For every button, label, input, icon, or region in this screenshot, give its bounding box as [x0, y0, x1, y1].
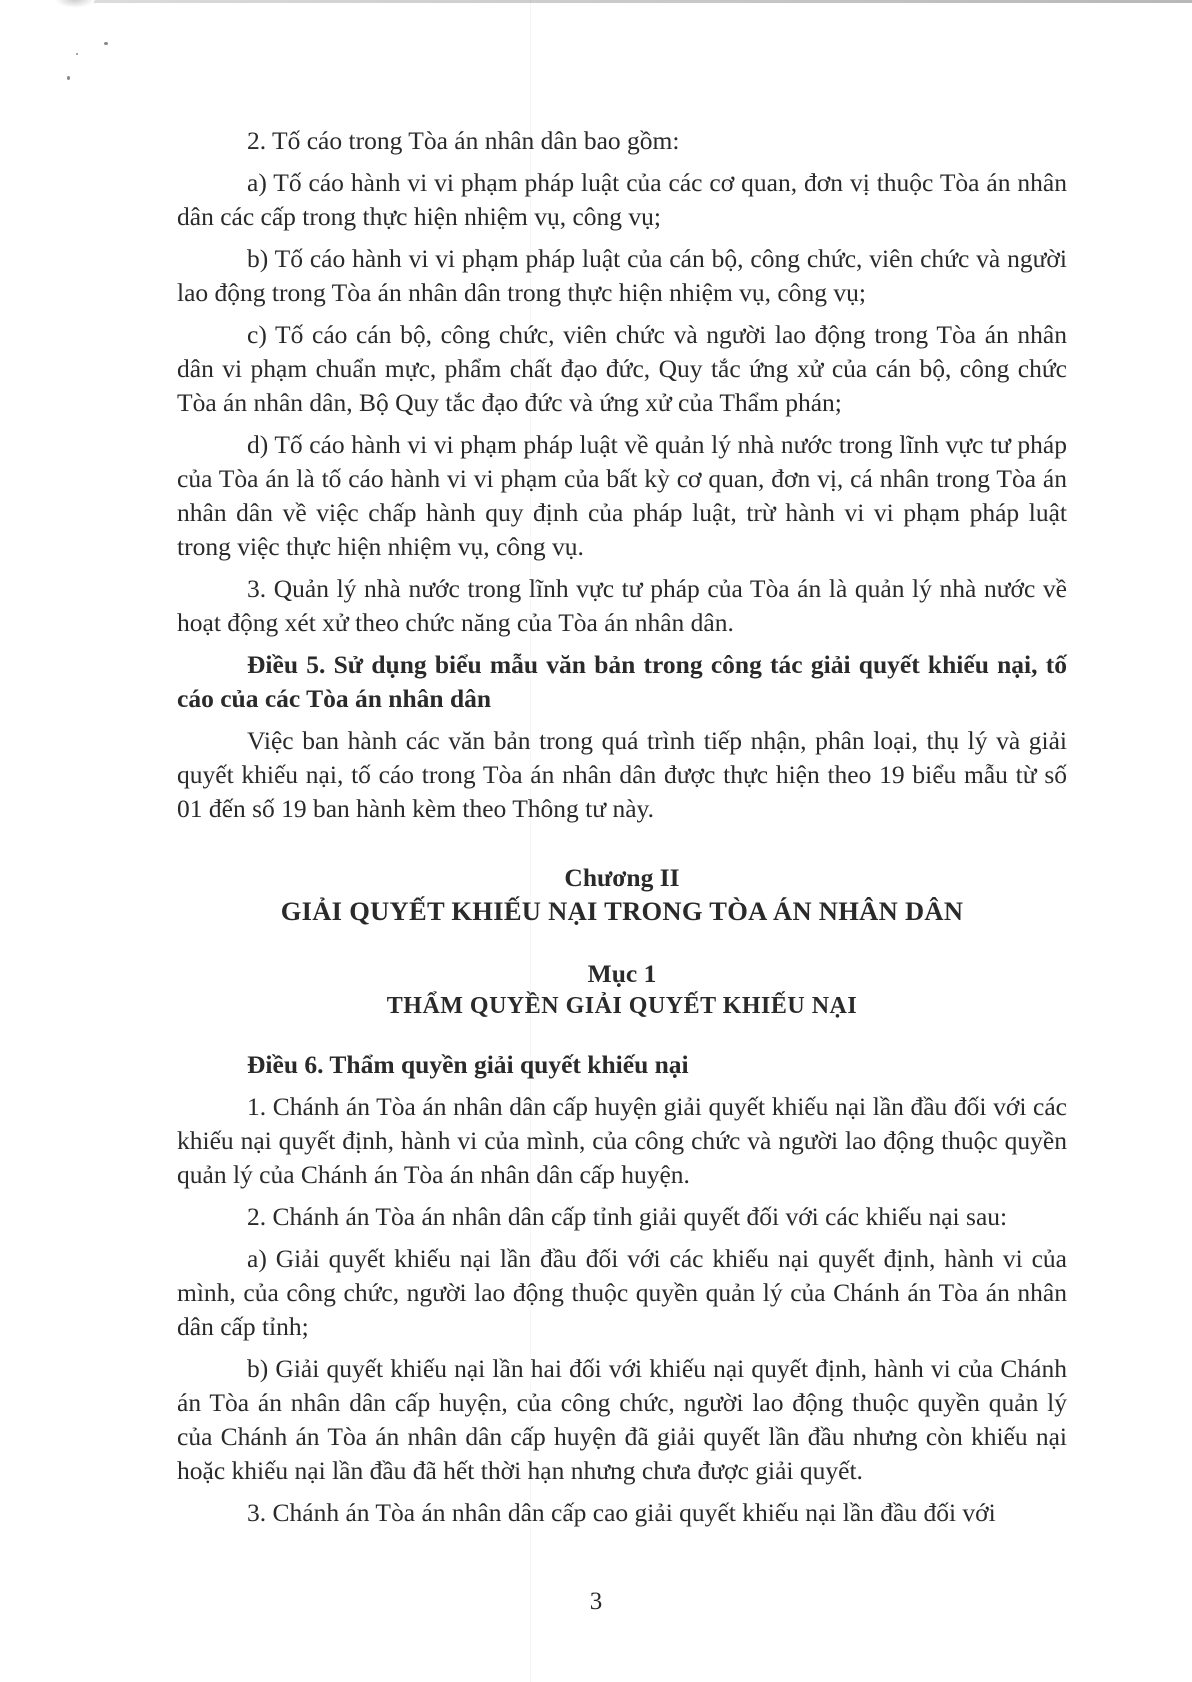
section-name: THẨM QUYỀN GIẢI QUYẾT KHIẾU NẠI: [386, 993, 858, 1019]
scan-speck: [104, 42, 108, 45]
clause-3: 3. Quản lý nhà nước trong lĩnh vực tư pháp của Tòa án là quản lý nhà nước về hoạt động xét xử theo chức năng của Tòa án nhân dân.: [177, 574, 1067, 637]
scan-speck: [67, 76, 70, 80]
article-6-clause-2b: b) Giải quyết khiếu nại lần hai đối với khiếu nại quyết định, hành vi của Chánh án Tòa án nhân dân cấp huyện, của công chức, người lao động thuộc quyền quản lý của Chánh án Tòa án nhân dân cấp huyện đã giải quyết lần đầu nhưng còn khiếu nại hoặc khiếu nại lần đầu đã hết thời hạn nhưng chưa được giải quyết.: [177, 1354, 1067, 1485]
document-body: [177, 124, 1067, 1538]
clause-2c: c) Tố cáo cán bộ, công chức, viên chức và người lao động trong Tòa án nhân dân vi phạm chuẩn mực, phẩm chất đạo đức, Quy tắc ứng xử của cán bộ, công chức Tòa án nhân dân, Bộ Quy tắc đạo đức và ứng xử của Thẩm phán;: [177, 320, 1067, 417]
chapter-heading: [177, 862, 1067, 928]
clause-2a: a) Tố cáo hành vi vi phạm pháp luật của các cơ quan, đơn vị thuộc Tòa án nhân dân các cấp trong thực hiện nhiệm vụ, công vụ;: [177, 168, 1067, 231]
article-6-clause-1: 1. Chánh án Tòa án nhân dân cấp huyện giải quyết khiếu nại lần đầu đối với các khiếu nại quyết định, hành vi của mình, của công chức và người lao động thuộc quyền quản lý của Chánh án Tòa án nhân dân cấp huyện.: [177, 1092, 1067, 1189]
article-6-clause-2a: a) Giải quyết khiếu nại lần đầu đối với các khiếu nại quyết định, hành vi của mình, của công chức, người lao động thuộc quyền quản lý của Chánh án Tòa án nhân dân cấp tỉnh;: [177, 1244, 1067, 1341]
article-6-heading: Điều 6. Thẩm quyền giải quyết khiếu nại: [247, 1050, 689, 1079]
clause-2b: b) Tố cáo hành vi vi phạm pháp luật của cán bộ, công chức, viên chức và người lao động trong Tòa án nhân dân trong thực hiện nhiệm vụ, công vụ;: [177, 244, 1067, 307]
clause-2d: d) Tố cáo hành vi vi phạm pháp luật về quản lý nhà nước trong lĩnh vực tư pháp của Tòa án là tố cáo hành vi vi phạm của bất kỳ cơ quan, đơn vị, cá nhân trong Tòa án nhân dân về việc chấp hành quy định của pháp luật, trừ hành vi vi phạm pháp luật trong việc thực hiện nhiệm vụ, công vụ.: [177, 430, 1067, 561]
scan-corner-shadow: [55, 0, 95, 8]
article-5-heading: Điều 5. Sử dụng biểu mẫu văn bản trong công tác giải quyết khiếu nại, tố cáo của các Tòa án nhân dân: [177, 650, 1067, 713]
clause-2: 2. Tố cáo trong Tòa án nhân dân bao gồm:: [247, 126, 680, 155]
scan-speck: [76, 53, 78, 55]
article-6-clause-3: 3. Chánh án Tòa án nhân dân cấp cao giải quyết khiếu nại lần đầu đối với: [247, 1498, 996, 1527]
article-6-clause-2: 2. Chánh án Tòa án nhân dân cấp tỉnh giải quyết đối với các khiếu nại sau:: [247, 1202, 1008, 1231]
page-number: 3: [589, 1588, 603, 1615]
article-5-body: Việc ban hành các văn bản trong quá trình tiếp nhận, phân loại, thụ lý và giải quyết khiếu nại, tố cáo trong Tòa án nhân dân được thực hiện theo 19 biểu mẫu từ số 01 đến số 19 ban hành kèm theo Thông tư này.: [177, 726, 1067, 823]
chapter-title: Chương II: [564, 863, 680, 892]
section-title: Mục 1: [587, 959, 657, 988]
chapter-name: GIẢI QUYẾT KHIẾU NẠI TRONG TÒA ÁN NHÂN DÂN: [280, 896, 964, 926]
scan-top-edge: [90, 0, 1192, 3]
section-heading: [177, 958, 1067, 1022]
